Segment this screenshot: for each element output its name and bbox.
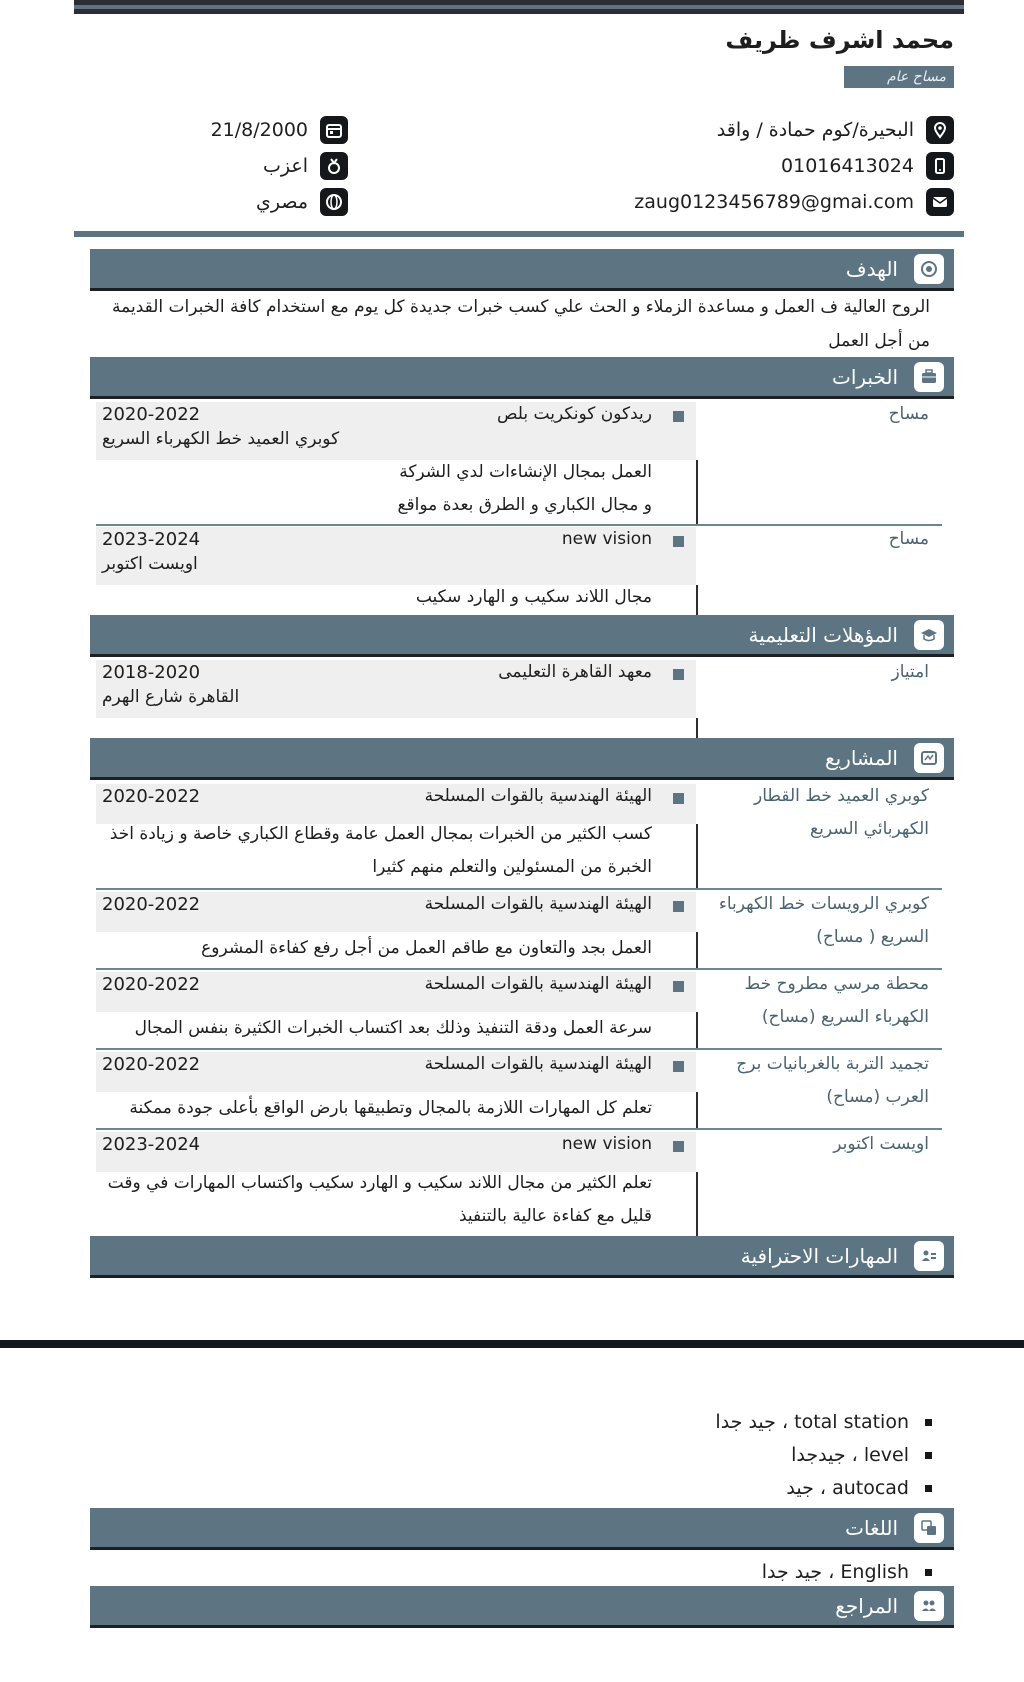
entry-separator [96,524,942,526]
objective-line: الروح العالية ف العمل و مساعدة الزملاء و الحث علي كسب خبرات جديدة كل يوم مع استخدام كافة الخبرات القديمة [112,297,930,317]
education-entry-head [96,660,696,718]
graduation-cap-icon [914,620,944,650]
project-title [744,968,929,1034]
top-border [74,0,964,14]
bullet-square [673,669,684,680]
marital-status: اعزب [263,155,308,177]
address-row [717,116,954,144]
nationality-row [256,188,348,216]
project-title [736,1048,929,1114]
education-degree: امتياز [891,662,929,682]
description-line: تعلم الكثير من مجال اللاند سكيب و الهارد سكيب واكتساب المهارات في وقت [107,1173,652,1193]
birth-date: 21/8/2000 [210,119,308,141]
entry-organization: الهيئة الهندسية بالقوات المسلحة [424,786,652,806]
briefcase-icon [914,362,944,392]
description-line: قليل مع كفاءة عالية بالتنفيذ [458,1206,652,1226]
skill-text: total station ، جيد جدا [715,1411,909,1433]
bullet-dot [925,1419,932,1426]
language-item [762,1561,932,1583]
bullet-dot [925,1569,932,1576]
email-row [634,188,954,216]
project-description [110,818,652,884]
nationality: مصري [255,191,308,213]
column-divider [696,1172,698,1238]
column-divider [696,1012,698,1048]
bullet-square [673,901,684,912]
skill-item [715,1411,932,1433]
section-title: المهارات الاحترافية [740,1243,898,1268]
column-divider [696,932,698,968]
entry-date: 2023-2024 [102,529,201,550]
entry-organization: ريدكون كونكريت بلص [496,404,652,424]
entry-location: القاهرة شارع الهرم [102,687,240,707]
job-title-badge: مساح عام [844,66,954,88]
bullet-square [673,411,684,422]
description-line: و مجال الكباري و الطرق بعدة مواقع [397,495,652,515]
entry-location: اويست اكتوبر [102,554,198,574]
entry-date: 2020-2022 [102,894,201,915]
project-description [201,932,652,965]
translate-icon [914,1513,944,1543]
location-pin-icon [926,116,954,144]
section-title: المؤهلات التعليمية [748,622,898,647]
section-objective [90,249,954,291]
phone-icon [926,152,954,180]
project-entry-head [96,972,696,1012]
entry-separator [96,1128,942,1130]
section-projects [90,738,954,780]
entry-date: 2018-2020 [102,662,201,683]
bullet-square [673,536,684,547]
skill-text: autocad ، جيد [786,1477,909,1499]
description-line: تعلم كل المهارات اللازمة بالمجال وتطبيقها بارض الواقع بأعلى جودة ممكنة [129,1098,652,1118]
email-address[interactable]: zaug0123456789@gmai.com [634,191,914,213]
section-education [90,615,954,657]
skills-icon [914,1241,944,1271]
entry-date: 2020-2022 [102,974,201,995]
skill-text: level ، جيدجدا [791,1444,909,1466]
description-line: كسب الكثير من الخبرات بمجال العمل عامة وقطاع الكباري خاصة و زيادة اخذ [109,824,652,844]
page-break [0,1340,1024,1348]
experience-description [416,581,652,614]
experience-description [397,456,652,522]
section-references [90,1586,954,1628]
section-languages [90,1508,954,1550]
language-text: English ، جيد جدا [761,1561,909,1583]
description-line: الخبرة من المسئولين والتعلم منهم كثيرا [372,857,652,877]
birth-date-row [211,116,348,144]
section-title: الخبرات [831,364,898,389]
experience-entry-head [96,527,696,585]
project-title-line: تجميد التربة بالغربانيات برج [736,1054,929,1074]
experience-entry-head [96,402,696,460]
bullet-dot [925,1485,932,1492]
column-divider [696,718,698,740]
address: البحيرة/كوم حمادة / واقد [716,119,914,141]
column-divider [696,824,698,890]
section-title: الهدف [845,256,898,281]
entry-organization: new vision [561,529,652,549]
description-line: سرعة العمل ودقة التنفيذ وذلك بعد اكتساب الخبرات الكثيرة بنفس المجال [134,1018,652,1038]
entry-date: 2020-2022 [102,404,201,425]
objective-text [100,290,930,358]
entry-date: 2023-2024 [102,1134,201,1155]
bullet-square [673,793,684,804]
entry-organization: معهد القاهرة التعليمى [498,662,652,682]
description-line: مجال اللاند سكيب و الهارد سكيب [415,587,652,607]
column-divider [696,460,698,524]
project-title-line: الكهربائي السريع [810,819,929,839]
experience-role: مساح [888,529,929,549]
project-title-line: كوبري العميد خط القطار [754,786,929,806]
entry-organization: new vision [561,1134,652,1154]
project-title-line: محطة مرسي مطروح خط [744,974,929,994]
project-title-line: السريع ( مساح) [816,927,929,947]
section-title: المشاريع [824,745,898,770]
ring-icon [320,152,348,180]
description-line: العمل بجد والتعاون مع طاقم العمل من أجل رفع كفاءة المشروع [201,938,652,958]
bullet-square [673,1061,684,1072]
objective-line: من أجل العمل [828,331,930,351]
project-title [719,888,929,954]
marital-status-row [263,152,348,180]
experience-role: مساح [888,404,929,424]
target-icon [914,254,944,284]
envelope-icon [926,188,954,216]
project-description [108,1167,652,1233]
bullet-square [673,1141,684,1152]
skill-item [786,1477,932,1499]
bullet-dot [925,1452,932,1459]
section-title: اللغات [845,1515,898,1540]
section-title: المراجع [835,1593,898,1618]
project-entry-head [96,1052,696,1092]
full-name: محمد اشرف ظريف [725,26,954,54]
section-experience [90,357,954,399]
phone-number[interactable]: 01016413024 [781,155,914,177]
column-divider [696,1092,698,1128]
project-title-line: الكهرباء السريع (مساح) [761,1007,929,1027]
skill-item [791,1444,932,1466]
entry-date: 2020-2022 [102,786,201,807]
phone-row [781,152,954,180]
description-line: العمل بمجال الإنشاءات لدي الشركة [399,462,652,482]
project-description [129,1092,652,1125]
project-title-line: اويست اكتوبر [833,1134,929,1154]
entry-organization: الهيئة الهندسية بالقوات المسلحة [424,1054,652,1074]
column-divider [696,585,698,617]
entry-organization: الهيئة الهندسية بالقوات المسلحة [424,974,652,994]
entry-location: كوبري العميد خط الكهرباء السريع [102,429,340,449]
entry-date: 2020-2022 [102,1054,201,1075]
globe-icon [320,188,348,216]
header-divider [74,231,964,237]
project-title [754,780,929,846]
projects-icon [914,743,944,773]
project-title [833,1128,929,1161]
bullet-square [673,981,684,992]
entry-organization: الهيئة الهندسية بالقوات المسلحة [424,894,652,914]
project-title-line: كوبري الرويسات خط الكهرباء [718,894,929,914]
project-entry-head [96,1132,696,1172]
project-entry-head [96,892,696,932]
calendar-icon [320,116,348,144]
section-skills [90,1236,954,1278]
project-description [135,1012,652,1045]
project-title-line: العرب (مساح) [826,1087,929,1107]
people-icon [914,1591,944,1621]
